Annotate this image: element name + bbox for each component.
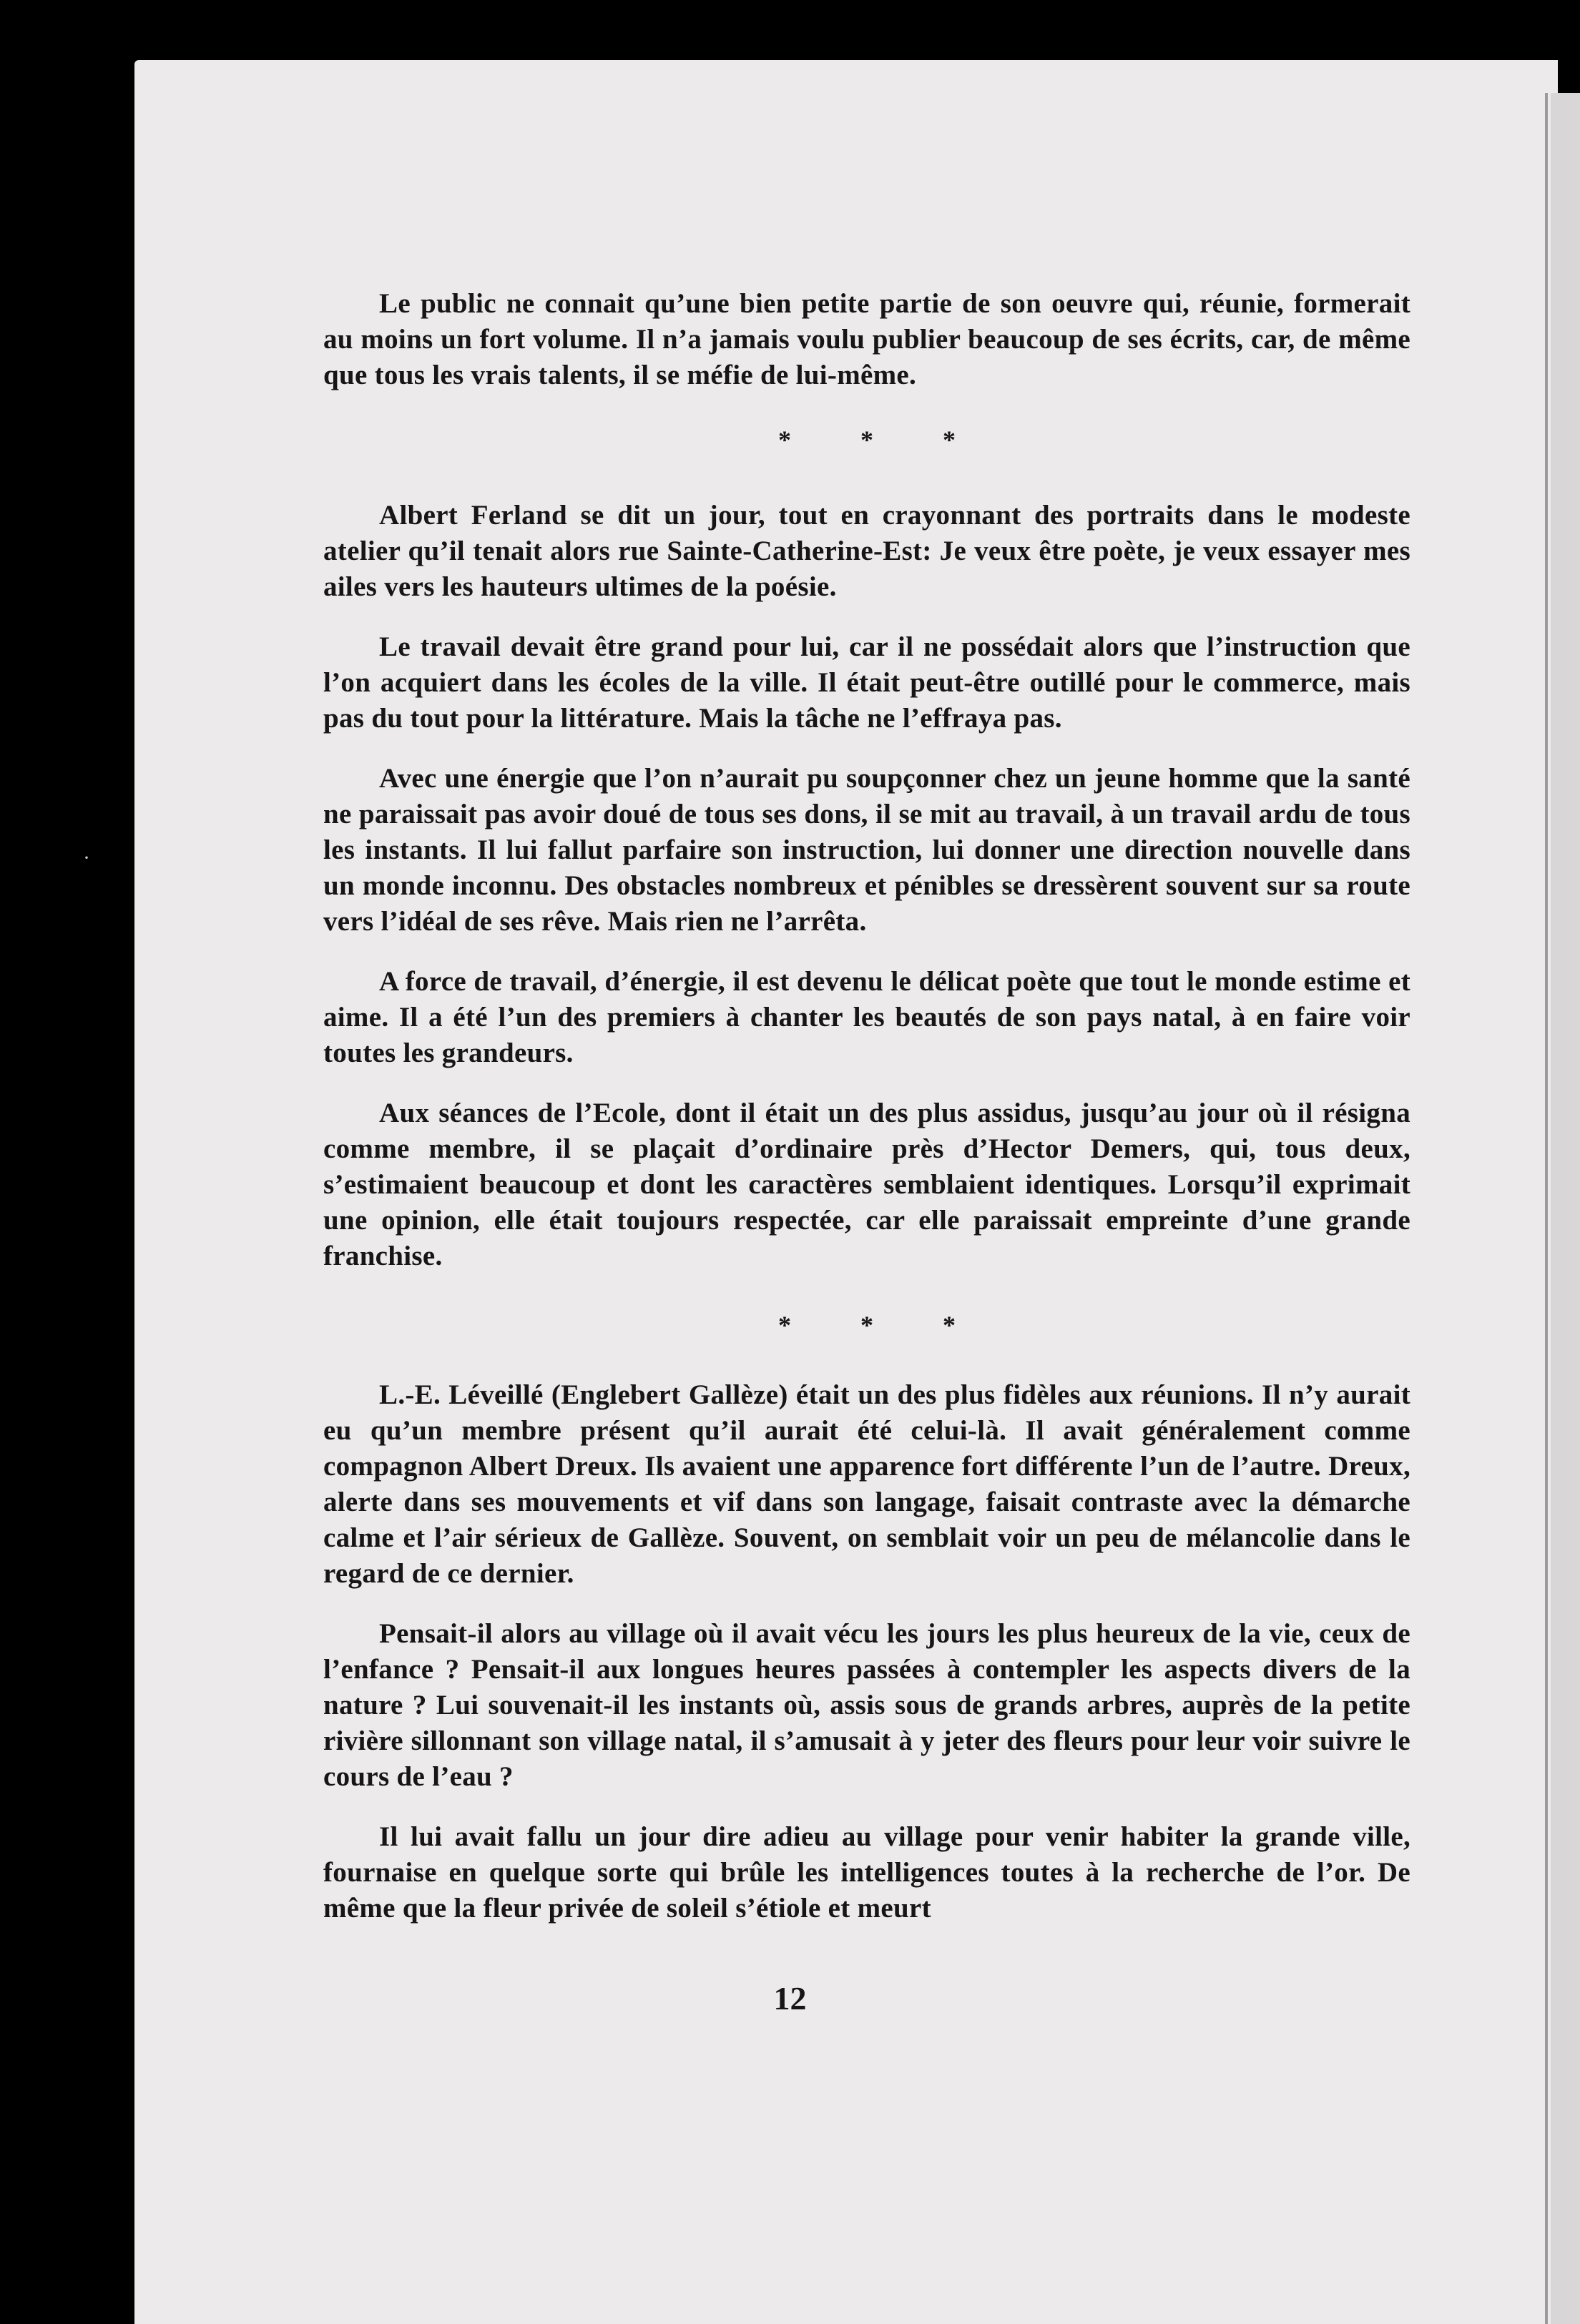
paragraph: L.-E. Léveillé (Englebert Gallèze) était un des plus fidèles aux réunions. Il n’y aurait eu qu’un membre présent qu’il aurait été celui-là. Il avait généralement comme compagnon Albert Dreux. Ils avaient une apparence fort différente l’un de l’autre. Dreux, alerte dans ses mouvements et vif dans son langage, faisait contraste avec la démarche calme et l’air sérieux de Gallèze. Souvent, on semblait voir un peu de mélancolie dans le regard de ce dernier. xyxy=(323,1379,1410,1589)
section-separator: * * * xyxy=(778,425,987,454)
paragraph: Avec une énergie que l’on n’aurait pu soupçonner chez un jeune homme que la santé ne paraissait pas avoir doué de tous ses dons, il se mit au travail, à un travail ardu de tous les instants. Il lui fallut parfaire son instruction, lui donner une direction nouvelle dans un monde inconnu. Des obstacles nombreux et pénibles se dressèrent souvent sur sa route vers l’idéal de ses rêve. Mais rien ne l’arrêta. xyxy=(323,763,1410,937)
paragraph: Il lui avait fallu un jour dire adieu au village pour venir habiter la grande ville, fournaise en quelque sorte qui brûle les intelligences toutes à la recherche de l’or. De même que la fleur privée de soleil s’étiole et meurt xyxy=(323,1821,1410,1924)
page-body xyxy=(323,286,1410,1951)
paragraph: A force de travail, d’énergie, il est devenu le délicat poète que tout le monde estime et aime. Il a été l’un des premiers à chanter les beautés de son pays natal, à en faire voir toutes les grandeurs. xyxy=(323,966,1410,1068)
paragraph: Pensait-il alors au village où il avait vécu les jours les plus heureux de la vie, ceux de l’enfance ? Pensait-il aux longues heures passées à contempler les aspects divers de la nature ? Lui souvenait-il les instants où, assis sous de grands arbres, auprès de la petite rivière sillonnant son village natal, il s’amusait à y jeter des fleurs pour leur voir suivre le cours de l’eau ? xyxy=(323,1618,1410,1792)
paragraph: Le public ne connait qu’une bien petite partie de son oeuvre qui, réunie, formerait au moins un fort volume. Il n’a jamais voulu publier beaucoup de ses écrits, car, de même que tous les vrais talents, il se méfie de lui-même. xyxy=(323,288,1410,390)
section-separator: * * * xyxy=(778,1311,987,1339)
paragraph: Le travail devait être grand pour lui, car il ne possédait alors que l’instruction que l’on acquiert dans les écoles de la ville. Il était peut-être outillé pour le commerce, mais pas du tout pour la littérature. Mais la tâche ne l’effraya pas. xyxy=(323,631,1410,734)
scan-speck: · xyxy=(83,846,90,870)
paragraph: Albert Ferland se dit un jour, tout en crayonnant des portraits dans le modeste atelier qu’il tenait alors rue Sainte-Catherine-Est: Je veux être poète, je veux essayer mes ailes vers les hauteurs ultimes de la poésie. xyxy=(323,500,1410,602)
paragraph: Aux séances de l’Ecole, dont il était un des plus assidus, jusqu’au jour où il résigna comme membre, il se plaçait d’ordinaire près d’Hector Demers, qui, tous deux, s’estimaient beaucoup et dont les caractères semblaient identiques. Lorsqu’il exprimait une opinion, elle était toujours respectée, car elle paraissait empreinte d’une grande franchise. xyxy=(323,1098,1410,1271)
page-number: 12 xyxy=(773,1980,807,2017)
